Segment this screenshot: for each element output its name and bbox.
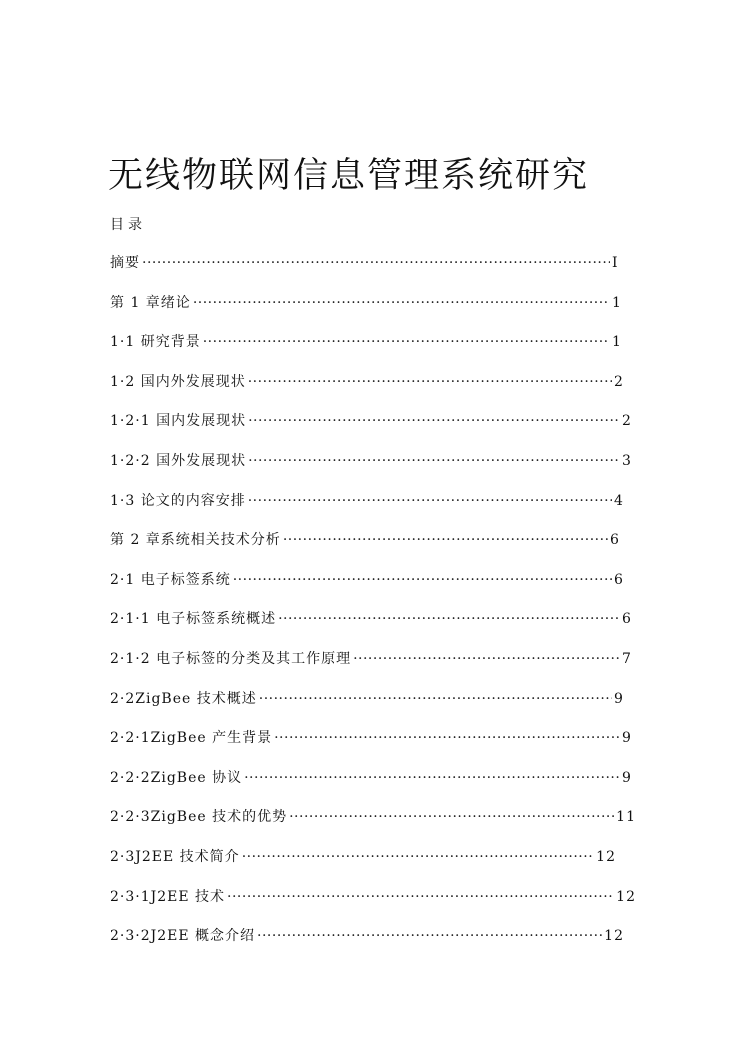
toc-entry[interactable] <box>110 371 624 411</box>
toc-entry-label: 第 1 章绪论 <box>110 294 191 311</box>
toc-dot-leader <box>242 846 594 868</box>
toc-dot-leader <box>274 727 620 749</box>
toc-dot-leader <box>259 688 612 710</box>
toc-entry-label: 第 2 章系统相关技术分析 <box>110 532 281 549</box>
toc-entry[interactable] <box>110 490 624 530</box>
toc-entry[interactable] <box>110 569 624 609</box>
toc-entry[interactable] <box>110 410 632 450</box>
toc-entry-page-number: 1 <box>612 334 622 351</box>
toc-entry-label: 1·3 论文的内容安排 <box>110 492 246 509</box>
toc-entry-label: 2·2·2ZigBee 协议 <box>110 769 243 786</box>
toc-entry-page-number: 9 <box>622 730 632 747</box>
toc-entry-label: 2·2·1ZigBee 产生背景 <box>110 730 273 747</box>
toc-entry[interactable] <box>110 608 632 648</box>
toc-entry-page-number: 2 <box>622 413 632 430</box>
table-of-contents <box>110 252 650 965</box>
toc-entry-page-number: 9 <box>622 769 632 786</box>
toc-entry-page-number: 1 <box>612 294 622 311</box>
toc-dot-leader <box>193 292 610 314</box>
toc-dot-leader <box>248 450 620 472</box>
toc-dot-leader <box>244 767 620 789</box>
toc-entry[interactable] <box>110 846 616 886</box>
toc-entry-label: 2·3·2J2EE 概念介绍 <box>110 928 256 945</box>
toc-entry-page-number: I <box>612 255 619 271</box>
toc-entry[interactable] <box>110 886 636 926</box>
toc-entry-page-number: 6 <box>610 532 620 549</box>
toc-dot-leader <box>283 529 608 551</box>
toc-dot-leader <box>203 331 610 353</box>
toc-dot-leader <box>353 648 620 670</box>
toc-dot-leader <box>142 252 610 274</box>
toc-entry-label: 2·1·1 电子标签系统概述 <box>110 611 277 628</box>
toc-entry-page-number: 12 <box>596 848 616 865</box>
toc-entry-page-number: 7 <box>622 650 632 667</box>
toc-dot-leader <box>233 569 612 591</box>
toc-entry[interactable] <box>110 292 622 332</box>
toc-entry-page-number: 2 <box>614 373 624 390</box>
toc-entry-page-number: 6 <box>622 611 632 628</box>
toc-entry-page-number: 9 <box>614 690 624 707</box>
toc-entry[interactable] <box>110 529 620 569</box>
toc-dot-leader <box>257 925 602 947</box>
toc-entry-label: 1·2 国内外发展现状 <box>110 373 246 390</box>
toc-dot-leader <box>278 608 620 630</box>
toc-entry-label: 2·1·2 电子标签的分类及其工作原理 <box>110 650 352 667</box>
document-title: 无线物联网信息管理系统研究 <box>108 156 590 196</box>
toc-entry-label: 1·1 研究背景 <box>110 334 201 351</box>
toc-dot-leader <box>248 371 612 393</box>
toc-entry-page-number: 4 <box>614 492 624 509</box>
toc-heading: 目录 <box>110 217 146 233</box>
toc-entry-page-number: 12 <box>616 888 636 905</box>
toc-entry-label: 1·2·2 国外发展现状 <box>110 452 247 469</box>
toc-entry[interactable] <box>110 688 624 728</box>
toc-entry[interactable] <box>110 252 622 292</box>
toc-entry[interactable] <box>110 648 632 688</box>
toc-entry-label: 2·3J2EE 技术简介 <box>110 848 240 865</box>
toc-entry-page-number: 11 <box>616 809 636 826</box>
toc-dot-leader <box>227 886 614 908</box>
toc-dot-leader <box>289 806 614 828</box>
toc-entry[interactable] <box>110 806 636 846</box>
toc-dot-leader <box>248 490 612 512</box>
toc-entry[interactable] <box>110 450 632 490</box>
toc-entry[interactable] <box>110 331 622 371</box>
toc-entry-page-number: 6 <box>614 571 624 588</box>
toc-entry[interactable] <box>110 767 632 807</box>
toc-entry[interactable] <box>110 925 624 965</box>
toc-entry-label: 2·2·3ZigBee 技术的优势 <box>110 809 288 826</box>
toc-entry-label: 摘要 <box>110 255 140 271</box>
toc-entry-page-number: 12 <box>604 928 624 945</box>
toc-entry-label: 2·1 电子标签系统 <box>110 571 231 588</box>
toc-entry-label: 1·2·1 国内发展现状 <box>110 413 247 430</box>
toc-dot-leader <box>248 410 620 432</box>
toc-entry-page-number: 3 <box>622 452 632 469</box>
toc-entry-label: 2·3·1J2EE 技术 <box>110 888 226 905</box>
toc-entry-label: 2·2ZigBee 技术概述 <box>110 690 257 707</box>
toc-entry[interactable] <box>110 727 632 767</box>
